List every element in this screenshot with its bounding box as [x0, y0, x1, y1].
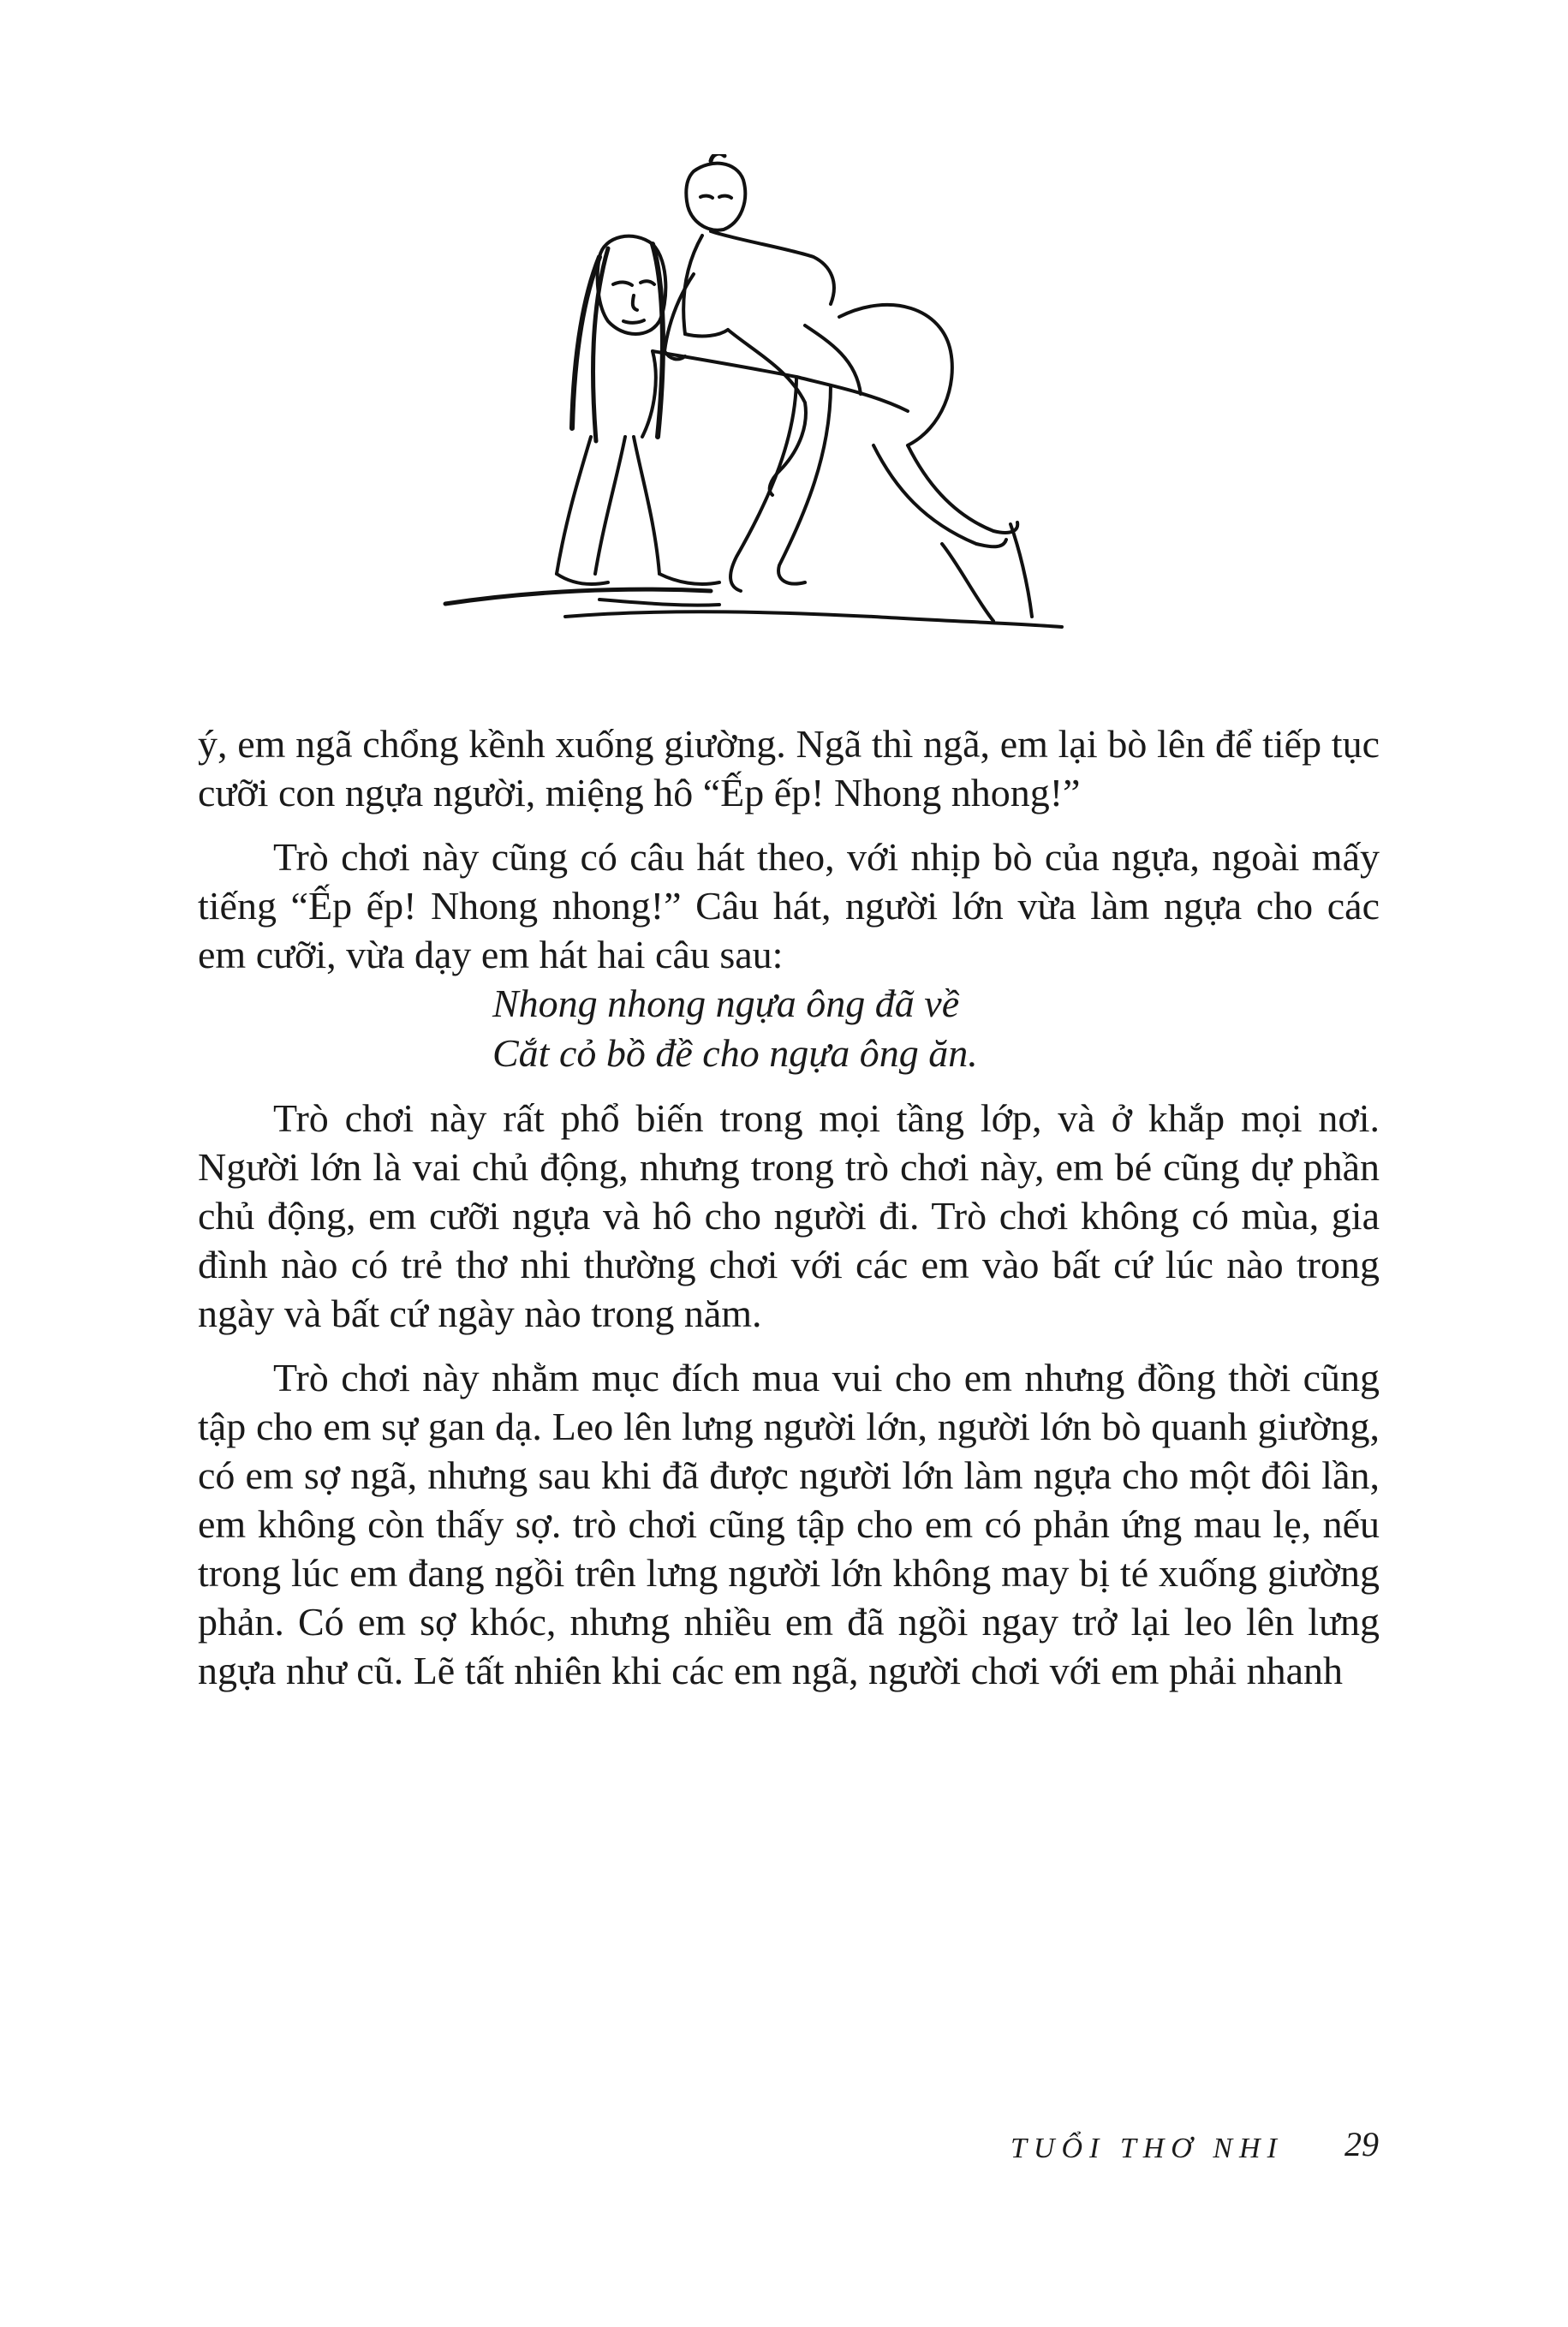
- body-text: [198, 719, 1380, 1695]
- verse-block: [198, 979, 1380, 1078]
- verse-line: Cắt cỏ bồ đề cho ngựa ông ăn.: [492, 1031, 978, 1075]
- paragraph: Trò chơi này cũng có câu hát theo, với nhịp bò của ngựa, ngoài mấy tiếng “Ếp ếp! Nhong nhong!” Câu hát, người lớn vừa làm ngựa cho các em cưỡi, vừa dạy em hát hai câu sau:: [198, 835, 1380, 976]
- page-footer: [1011, 2124, 1379, 2175]
- paragraph: ý, em ngã chổng kềnh xuống giường. Ngã thì ngã, em lại bò lên để tiếp tục cưỡi con ngựa người, miệng hô “Ếp ếp! Nhong nhong!”: [198, 722, 1380, 814]
- paragraph: Trò chơi này nhằm mục đích mua vui cho em nhưng đồng thời cũng tập cho em sự gan dạ. Leo lên lưng người lớn, người lớn bò quanh giường, có em sợ ngã, nhưng sau khi đã được người lớn làm ngựa cho một đôi lần, em không còn thấy sợ. trò chơi cũng tập cho em có phản ứng mau lẹ, nếu trong lúc em đang ngồi trên lưng người lớn không may bị té xuống giường phản. Có em sợ khóc, nhưng nhiều em đã ngồi ngay trở lại leo lên lưng ngựa như cũ. Lẽ tất nhiên khi các em ngã, người chơi với em phải nhanh: [198, 1356, 1380, 1692]
- running-title: TUỔI THƠ NHI: [1011, 2133, 1284, 2164]
- verse-line: Nhong nhong ngựa ông đã về: [492, 982, 960, 1025]
- woman-carrying-child-on-back-illustration: [428, 154, 1079, 668]
- page-number: 29: [1344, 2125, 1379, 2163]
- paragraph: Trò chơi này rất phổ biến trong mọi tầng lớp, và ở khắp mọi nơi. Người lớn là vai chủ động, nhưng trong trò chơi này, em bé cũng dự phần chủ động, em cưỡi ngựa và hô cho người đi. Trò chơi không có mùa, gia đình nào có trẻ thơ nhi thường chơi với các em vào bất cứ lúc nào trong ngày và bất cứ ngày nào trong năm.: [198, 1096, 1380, 1335]
